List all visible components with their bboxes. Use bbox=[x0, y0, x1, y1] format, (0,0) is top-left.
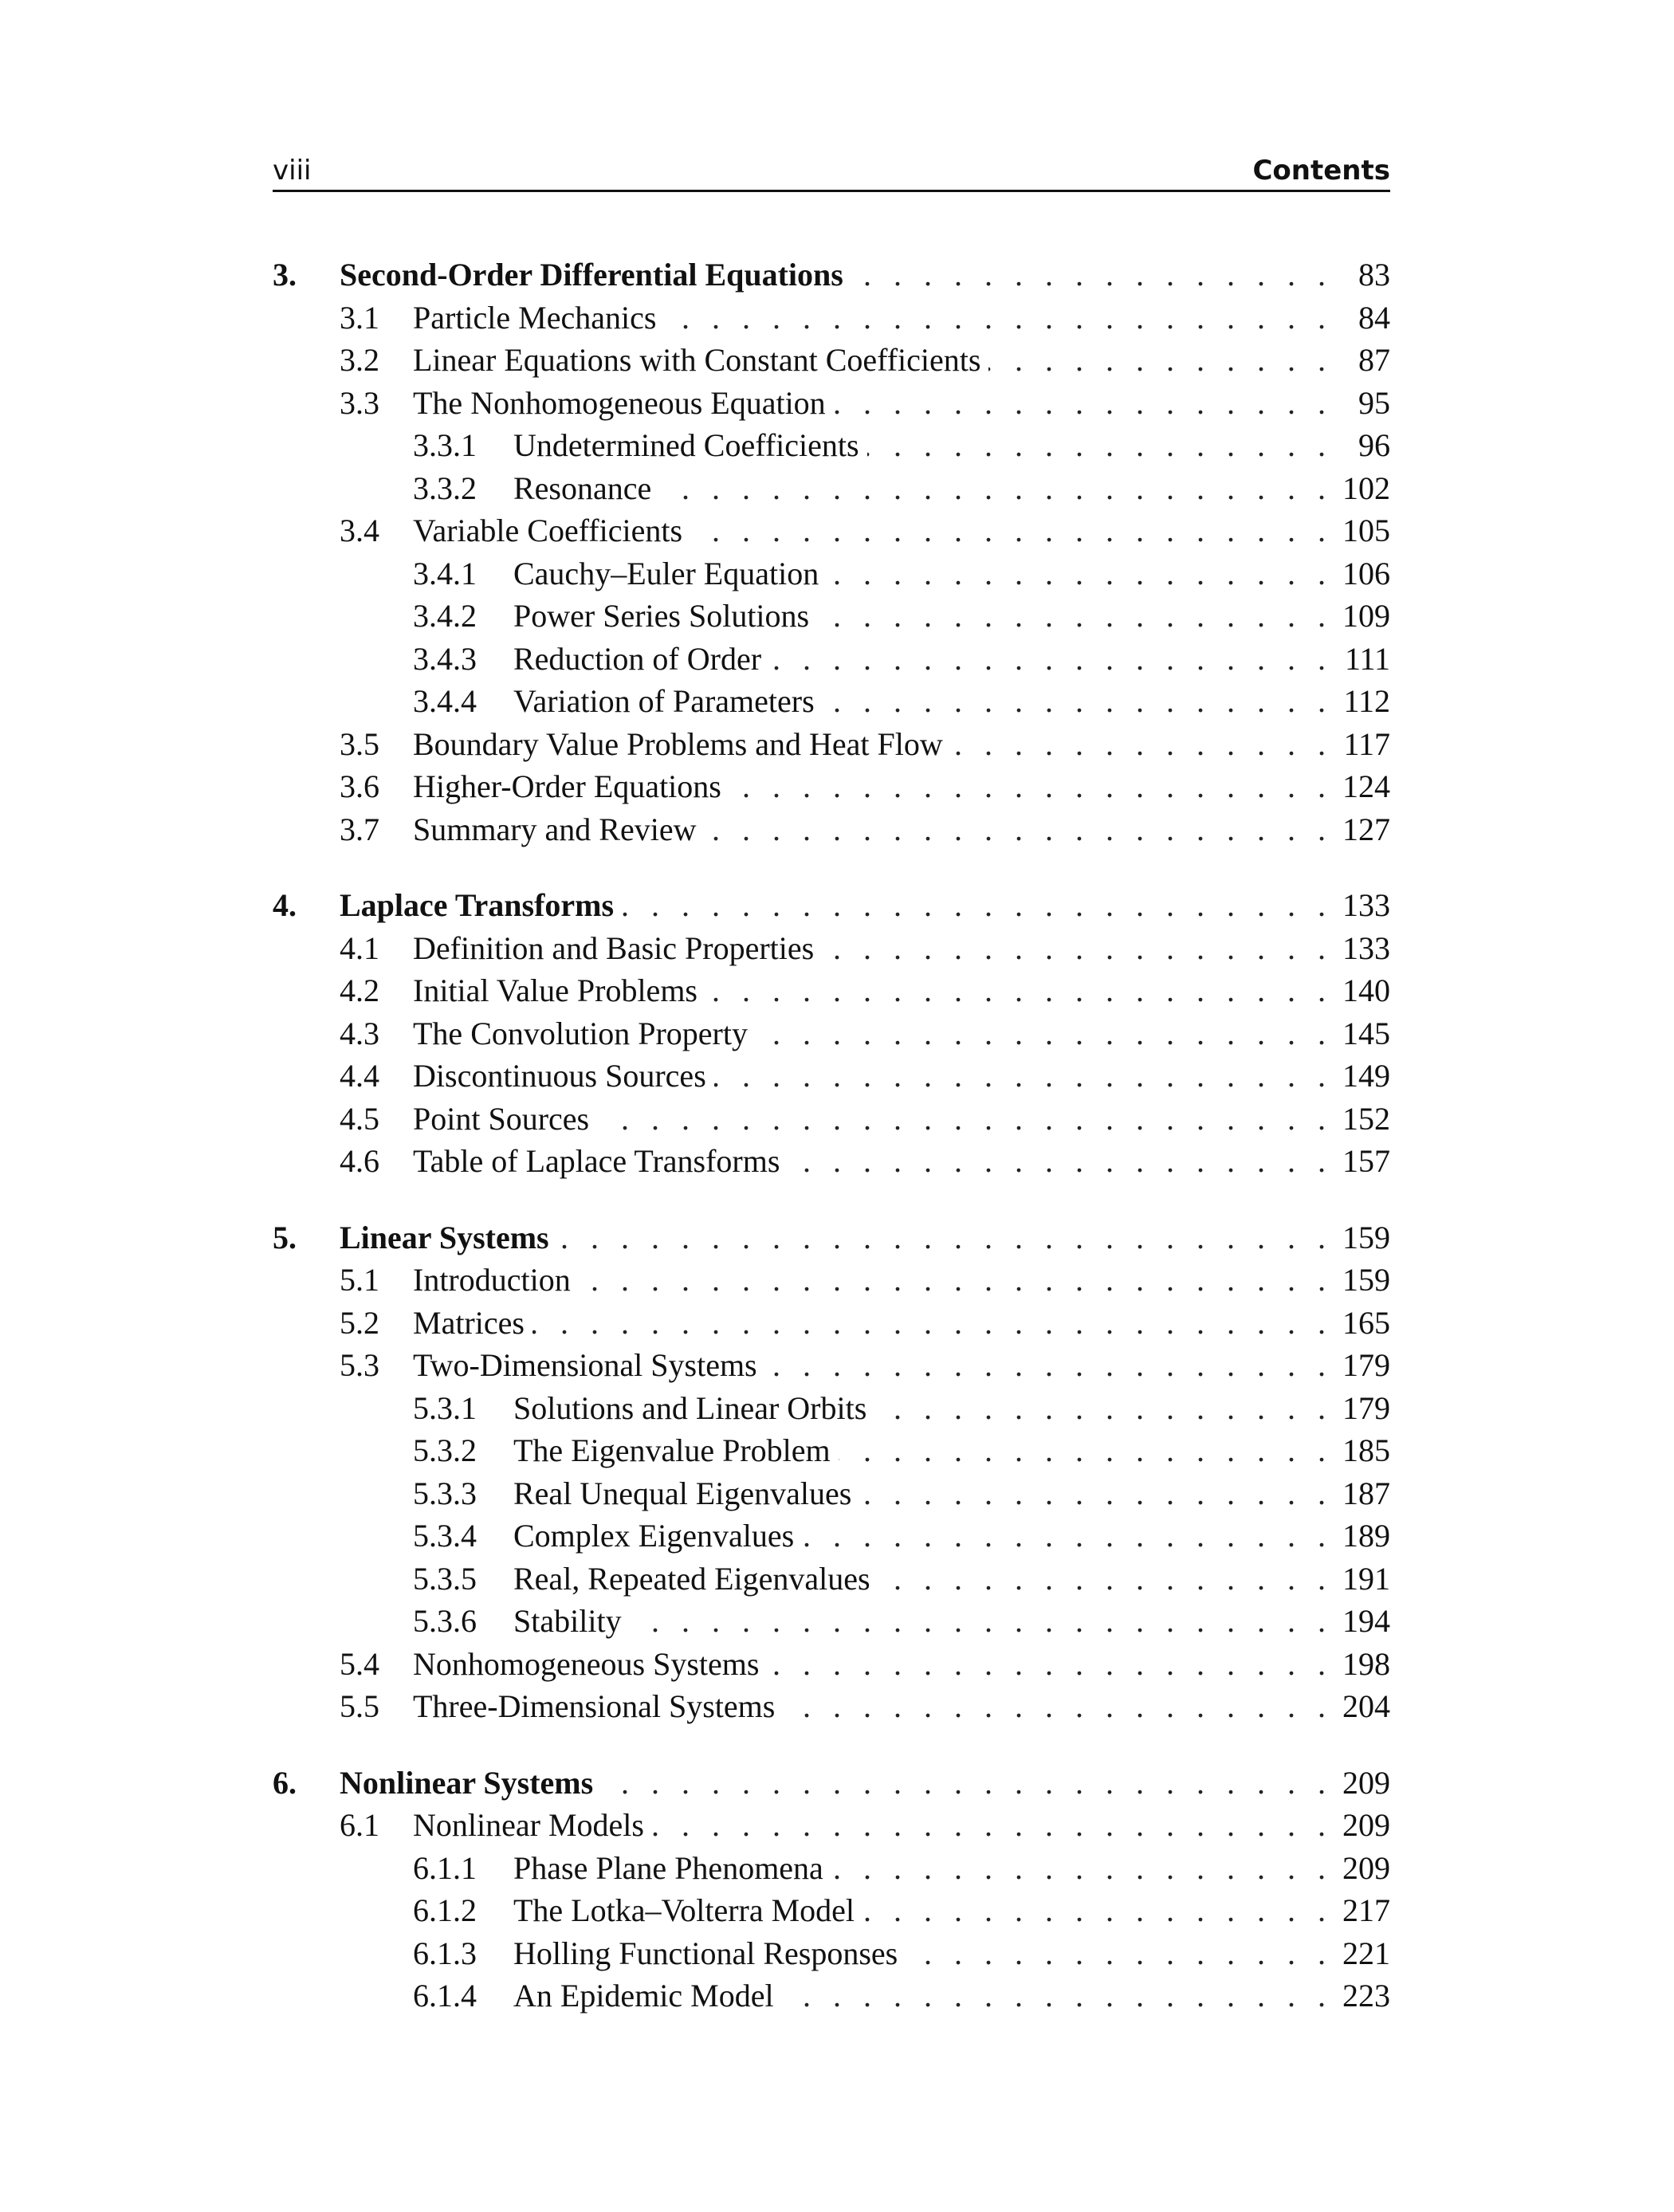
dot-leader bbox=[714, 1055, 1333, 1098]
entry-page-number: 83 bbox=[1358, 257, 1390, 293]
section-entry[interactable] bbox=[273, 1302, 1390, 1345]
dot-leader bbox=[705, 808, 1334, 851]
entry-page-number: 105 bbox=[1342, 513, 1390, 548]
entry-title: The Lotka–Volterra Model bbox=[513, 1892, 855, 1928]
chapter-block bbox=[273, 1762, 1390, 2018]
entry-number: 5.3.1 bbox=[413, 1389, 477, 1426]
subsection-entry[interactable] bbox=[273, 638, 1390, 681]
subsection-entry[interactable] bbox=[273, 1515, 1390, 1558]
entry-title: The Nonhomogeneous Equation bbox=[413, 384, 826, 421]
dot-leader bbox=[782, 1974, 1333, 2018]
chapter-entry[interactable] bbox=[273, 1762, 1390, 1805]
entry-number: 4.6 bbox=[340, 1143, 379, 1179]
dot-leader bbox=[951, 723, 1333, 766]
entry-title: Boundary Value Problems and Heat Flow bbox=[413, 725, 943, 762]
entry-title: Real Unequal Eigenvalues bbox=[513, 1475, 852, 1511]
entry-page-number: 95 bbox=[1358, 384, 1390, 421]
table-of-contents bbox=[273, 253, 1390, 2051]
dot-leader bbox=[867, 424, 1333, 467]
dot-leader bbox=[765, 1344, 1333, 1387]
entry-title: Power Series Solutions bbox=[513, 598, 810, 634]
entry-number: 3.1 bbox=[340, 299, 379, 336]
entry-page-number: 111 bbox=[1344, 640, 1390, 677]
entry-page-number: 117 bbox=[1343, 725, 1390, 762]
entry-page-number: 149 bbox=[1342, 1058, 1390, 1094]
section-entry[interactable] bbox=[273, 969, 1390, 1012]
dot-leader bbox=[988, 339, 1333, 382]
subsection-entry[interactable] bbox=[273, 680, 1390, 723]
subsection-entry[interactable] bbox=[273, 1974, 1390, 2018]
entry-page-number: 102 bbox=[1342, 470, 1390, 506]
entry-title: Three-Dimensional Systems bbox=[413, 1688, 776, 1724]
entry-title: Discontinuous Sources bbox=[413, 1058, 706, 1094]
entry-title: Nonhomogeneous Systems bbox=[413, 1645, 760, 1682]
dot-leader bbox=[659, 467, 1333, 510]
entry-number: 5.4 bbox=[340, 1645, 379, 1682]
dot-leader bbox=[839, 1429, 1333, 1472]
dot-leader bbox=[827, 552, 1333, 595]
entry-page-number: 189 bbox=[1342, 1518, 1390, 1554]
running-title: Contents bbox=[1252, 155, 1390, 187]
entry-page-number: 96 bbox=[1358, 427, 1390, 463]
chapter-entry[interactable] bbox=[273, 253, 1390, 297]
chapter-entry[interactable] bbox=[273, 1216, 1390, 1259]
entry-title: Laplace Transforms bbox=[340, 887, 615, 923]
dot-leader bbox=[767, 1643, 1333, 1686]
entry-number: 3.3 bbox=[340, 384, 379, 421]
dot-leader bbox=[851, 253, 1333, 297]
entry-page-number: 124 bbox=[1342, 768, 1390, 804]
entry-number: 4.5 bbox=[340, 1100, 379, 1137]
entry-number: 3.4.1 bbox=[413, 555, 477, 591]
dot-leader bbox=[705, 969, 1333, 1012]
entry-page-number: 191 bbox=[1342, 1560, 1390, 1597]
entry-title: Particle Mechanics bbox=[413, 299, 657, 336]
entry-page-number: 112 bbox=[1343, 683, 1390, 719]
dot-leader bbox=[622, 884, 1333, 927]
entry-page-number: 145 bbox=[1342, 1015, 1390, 1051]
entry-number: 6. bbox=[273, 1764, 297, 1801]
entry-page-number: 152 bbox=[1342, 1100, 1390, 1137]
entry-title: Cauchy–Euler Equation bbox=[513, 555, 819, 591]
dot-leader bbox=[817, 595, 1333, 638]
entry-page-number: 87 bbox=[1358, 342, 1390, 378]
entry-number: 5.5 bbox=[340, 1688, 379, 1724]
entry-page-number: 84 bbox=[1358, 299, 1390, 336]
section-entry[interactable] bbox=[273, 1259, 1390, 1302]
entry-number: 3.5 bbox=[340, 725, 379, 762]
entry-number: 6.1.2 bbox=[413, 1892, 477, 1928]
entry-page-number: 185 bbox=[1342, 1432, 1390, 1468]
chapter-block bbox=[273, 884, 1390, 1183]
entry-title: Summary and Review bbox=[413, 811, 697, 847]
subsection-entry[interactable] bbox=[273, 1387, 1390, 1430]
section-entry[interactable] bbox=[273, 1055, 1390, 1098]
entry-page-number: 179 bbox=[1342, 1347, 1390, 1383]
subsection-entry[interactable] bbox=[273, 595, 1390, 638]
entry-number: 6.1.4 bbox=[413, 1978, 477, 2014]
dot-leader bbox=[863, 1889, 1333, 1932]
subsection-entry[interactable] bbox=[273, 552, 1390, 595]
entry-page-number: 221 bbox=[1342, 1935, 1390, 1971]
section-entry[interactable] bbox=[273, 297, 1390, 340]
subsection-entry[interactable] bbox=[273, 467, 1390, 510]
entry-page-number: 209 bbox=[1342, 1764, 1390, 1801]
entry-title: Linear Systems bbox=[340, 1219, 549, 1255]
chapter-block bbox=[273, 253, 1390, 851]
dot-leader bbox=[878, 1558, 1333, 1601]
dot-leader bbox=[802, 1515, 1333, 1558]
subsection-entry[interactable] bbox=[273, 424, 1390, 467]
entry-page-number: 133 bbox=[1342, 887, 1390, 923]
subsection-entry[interactable] bbox=[273, 1889, 1390, 1932]
entry-title: An Epidemic Model bbox=[513, 1978, 774, 2014]
entry-page-number: 165 bbox=[1342, 1304, 1390, 1341]
entry-number: 3. bbox=[273, 257, 297, 293]
entry-page-number: 204 bbox=[1342, 1688, 1390, 1724]
subsection-entry[interactable] bbox=[273, 1558, 1390, 1601]
entry-number: 3.4.2 bbox=[413, 598, 477, 634]
dot-leader bbox=[783, 1685, 1333, 1728]
dot-leader bbox=[859, 1472, 1333, 1515]
section-entry[interactable] bbox=[273, 1098, 1390, 1141]
dot-leader bbox=[788, 1140, 1333, 1183]
entry-number: 5.2 bbox=[340, 1304, 379, 1341]
section-entry[interactable] bbox=[273, 927, 1390, 970]
entry-number: 5.3.3 bbox=[413, 1475, 477, 1511]
entry-number: 4.3 bbox=[340, 1015, 379, 1051]
entry-page-number: 198 bbox=[1342, 1645, 1390, 1682]
entry-title: The Eigenvalue Problem bbox=[513, 1432, 831, 1468]
entry-title: Nonlinear Models bbox=[413, 1807, 644, 1843]
entry-title: Definition and Basic Properties bbox=[413, 929, 815, 966]
dot-leader bbox=[823, 680, 1333, 723]
entry-title: Real, Repeated Eigenvalues bbox=[513, 1560, 870, 1597]
entry-number: 5.1 bbox=[340, 1262, 379, 1298]
entry-number: 5.3 bbox=[340, 1347, 379, 1383]
dot-leader bbox=[664, 297, 1333, 340]
entry-title: Reduction of Order bbox=[513, 640, 762, 677]
entry-page-number: 159 bbox=[1342, 1262, 1390, 1298]
section-entry[interactable] bbox=[273, 1685, 1390, 1728]
entry-page-number: 209 bbox=[1342, 1807, 1390, 1843]
entry-number: 6.1.1 bbox=[413, 1849, 477, 1886]
dot-leader bbox=[729, 765, 1333, 808]
running-head bbox=[273, 151, 1390, 192]
section-entry[interactable] bbox=[273, 509, 1390, 552]
entry-number: 3.7 bbox=[340, 811, 379, 847]
section-entry[interactable] bbox=[273, 1804, 1390, 1847]
dot-leader bbox=[597, 1098, 1333, 1141]
entry-number: 5. bbox=[273, 1219, 297, 1255]
chapter-entry[interactable] bbox=[273, 884, 1390, 927]
entry-page-number: 157 bbox=[1342, 1143, 1390, 1179]
chapter-block bbox=[273, 1216, 1390, 1728]
entry-title: Table of Laplace Transforms bbox=[413, 1143, 780, 1179]
entry-number: 3.4.4 bbox=[413, 683, 477, 719]
section-entry[interactable] bbox=[273, 1140, 1390, 1183]
entry-title: Initial Value Problems bbox=[413, 972, 698, 1008]
entry-page-number: 133 bbox=[1342, 929, 1390, 966]
section-entry[interactable] bbox=[273, 808, 1390, 851]
dot-leader bbox=[834, 382, 1333, 425]
entry-page-number: 106 bbox=[1342, 555, 1390, 591]
subsection-entry[interactable] bbox=[273, 1600, 1390, 1643]
entry-title: Holling Functional Responses bbox=[513, 1935, 898, 1971]
entry-title: Introduction bbox=[413, 1262, 571, 1298]
dot-leader bbox=[874, 1387, 1333, 1430]
dot-leader bbox=[690, 509, 1333, 552]
entry-number: 3.6 bbox=[340, 768, 379, 804]
entry-number: 3.3.1 bbox=[413, 427, 477, 463]
entry-number: 4.4 bbox=[340, 1058, 379, 1094]
dot-leader bbox=[652, 1804, 1333, 1847]
entry-number: 5.3.2 bbox=[413, 1432, 477, 1468]
dot-leader bbox=[579, 1259, 1333, 1302]
section-entry[interactable] bbox=[273, 723, 1390, 766]
entry-page-number: 127 bbox=[1342, 811, 1390, 847]
entry-number: 3.4.3 bbox=[413, 640, 477, 677]
entry-number: 4. bbox=[273, 887, 297, 923]
entry-number: 3.4 bbox=[340, 513, 379, 548]
entry-page-number: 217 bbox=[1342, 1892, 1390, 1928]
entry-title: Resonance bbox=[513, 470, 652, 506]
entry-title: Stability bbox=[513, 1603, 622, 1639]
entry-number: 3.2 bbox=[340, 342, 379, 378]
page-number: viii bbox=[273, 155, 312, 187]
section-entry[interactable] bbox=[273, 1643, 1390, 1686]
entry-number: 4.1 bbox=[340, 929, 379, 966]
entry-page-number: 109 bbox=[1342, 598, 1390, 634]
dot-leader bbox=[822, 927, 1333, 970]
dot-leader bbox=[601, 1762, 1333, 1805]
entry-number: 6.1 bbox=[340, 1807, 379, 1843]
entry-title: Variation of Parameters bbox=[513, 683, 815, 719]
entry-title: Higher-Order Equations bbox=[413, 768, 721, 804]
entry-number: 5.3.4 bbox=[413, 1518, 477, 1554]
entry-number: 6.1.3 bbox=[413, 1935, 477, 1971]
entry-number: 3.3.2 bbox=[413, 470, 477, 506]
dot-leader bbox=[557, 1216, 1333, 1259]
entry-number: 4.2 bbox=[340, 972, 379, 1008]
dot-leader bbox=[756, 1012, 1333, 1055]
entry-title: Variable Coefficients bbox=[413, 513, 683, 548]
dot-leader bbox=[769, 638, 1333, 681]
entry-title: Undetermined Coefficients bbox=[513, 427, 859, 463]
entry-title: The Convolution Property bbox=[413, 1015, 748, 1051]
entry-title: Second-Order Differential Equations bbox=[340, 257, 843, 293]
section-entry[interactable] bbox=[273, 1012, 1390, 1055]
subsection-entry[interactable] bbox=[273, 1932, 1390, 1975]
section-entry[interactable] bbox=[273, 765, 1390, 808]
dot-leader bbox=[831, 1847, 1333, 1890]
dot-leader bbox=[532, 1302, 1333, 1345]
section-entry[interactable] bbox=[273, 1344, 1390, 1387]
dot-leader bbox=[630, 1600, 1333, 1643]
section-entry[interactable] bbox=[273, 339, 1390, 382]
subsection-entry[interactable] bbox=[273, 1847, 1390, 1890]
entry-title: Linear Equations with Constant Coefficients bbox=[413, 342, 981, 378]
entry-title: Point Sources bbox=[413, 1100, 590, 1137]
subsection-entry[interactable] bbox=[273, 1429, 1390, 1472]
entry-page-number: 140 bbox=[1342, 972, 1390, 1008]
entry-page-number: 187 bbox=[1342, 1475, 1390, 1511]
entry-number: 5.3.6 bbox=[413, 1603, 477, 1639]
subsection-entry[interactable] bbox=[273, 1472, 1390, 1515]
entry-page-number: 209 bbox=[1342, 1849, 1390, 1886]
entry-title: Solutions and Linear Orbits bbox=[513, 1389, 867, 1426]
entry-title: Nonlinear Systems bbox=[340, 1764, 594, 1801]
entry-page-number: 159 bbox=[1342, 1219, 1390, 1255]
entry-title: Two-Dimensional Systems bbox=[413, 1347, 757, 1383]
entry-title: Phase Plane Phenomena bbox=[513, 1849, 823, 1886]
entry-title: Complex Eigenvalues bbox=[513, 1518, 795, 1554]
entry-page-number: 223 bbox=[1342, 1978, 1390, 2014]
dot-leader bbox=[906, 1932, 1333, 1975]
entry-title: Matrices bbox=[413, 1304, 525, 1341]
section-entry[interactable] bbox=[273, 382, 1390, 425]
entry-number: 5.3.5 bbox=[413, 1560, 477, 1597]
entry-page-number: 194 bbox=[1342, 1603, 1390, 1639]
entry-page-number: 179 bbox=[1342, 1389, 1390, 1426]
